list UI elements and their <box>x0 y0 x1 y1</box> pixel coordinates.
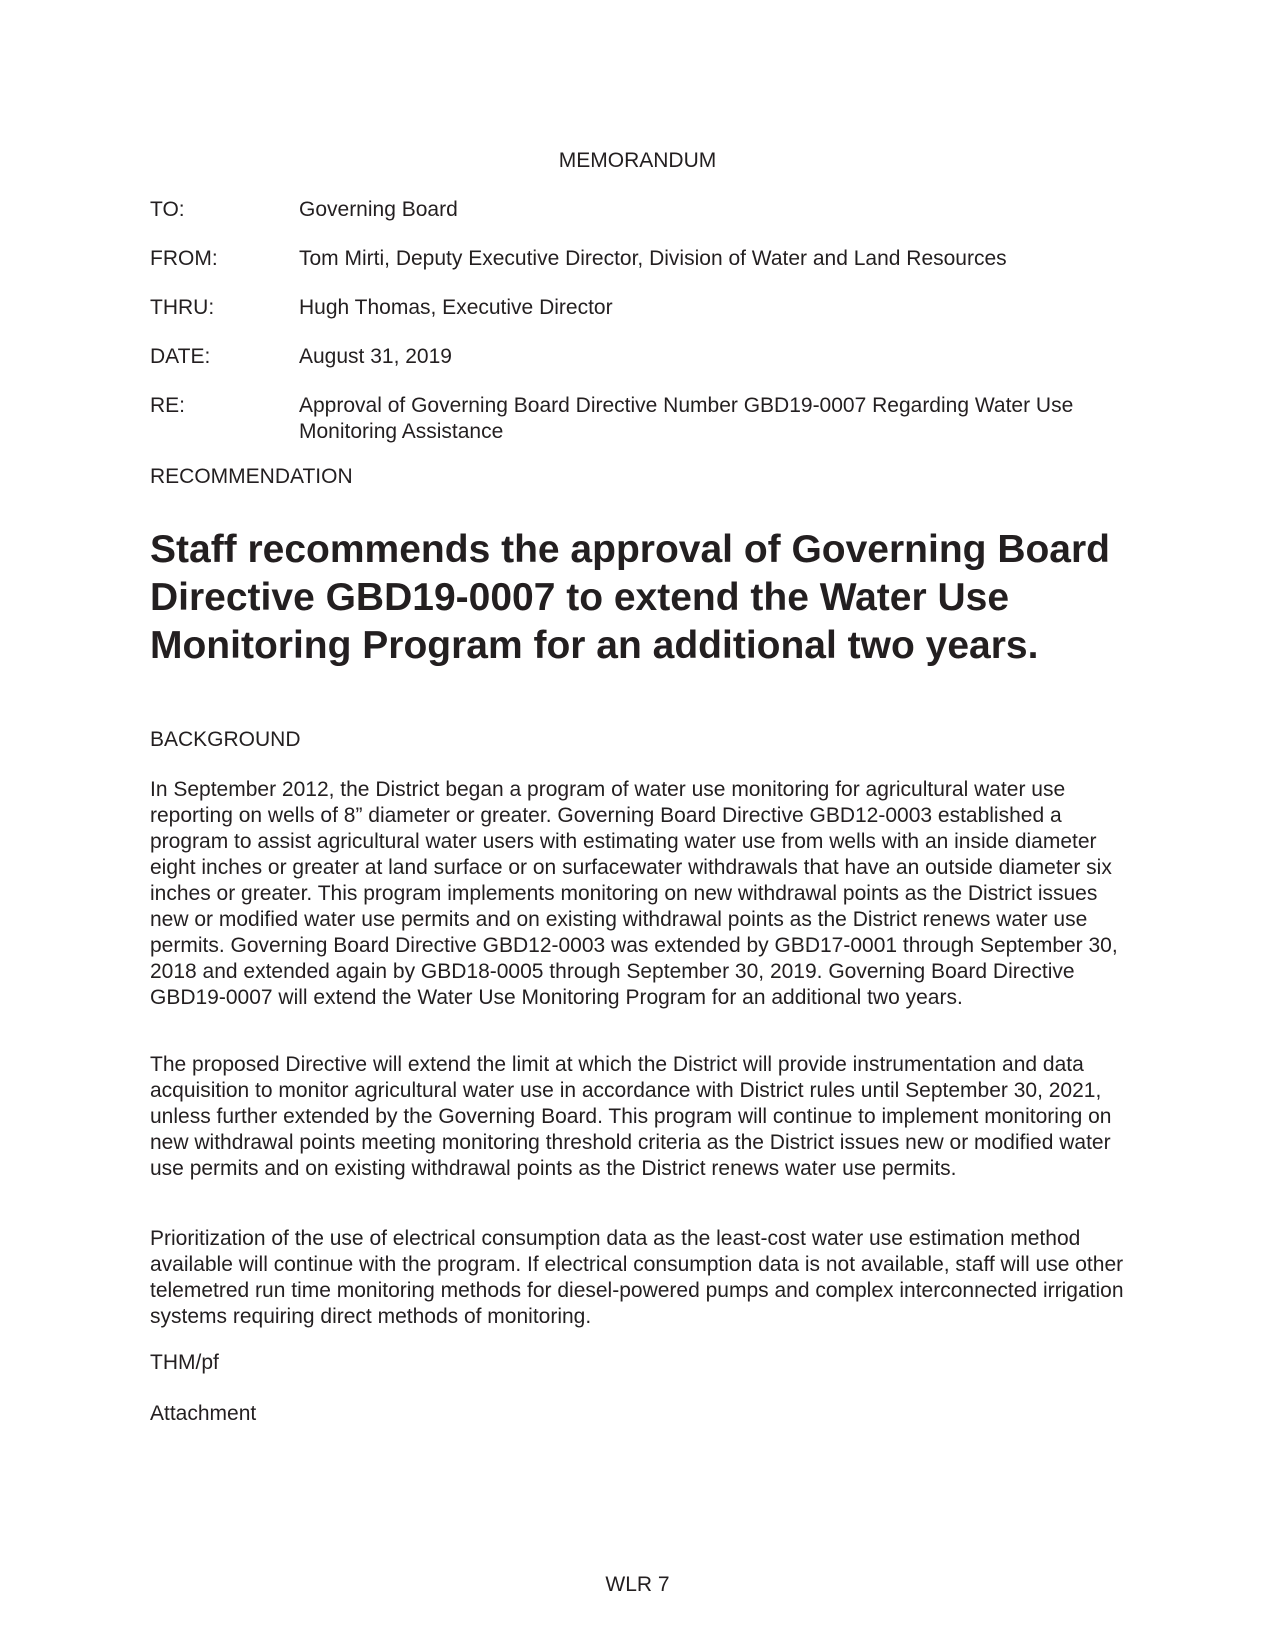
from-label: FROM: <box>150 247 218 270</box>
re-label: RE: <box>150 394 186 417</box>
thru-value: Hugh Thomas, Executive Director <box>299 296 613 319</box>
background-paragraph-2: The proposed Directive will extend the limit at which the District will provide instrumentation and data acquisition to monitor agricultural water use in accordance with District rules until September 30, 2021, unless further extended by the Governing Board. This program will continue to implement monitoring on new withdrawal points meeting monitoring threshold criteria as the District issues new or modified water use permits and on existing withdrawal points as the District renews water use permits. <box>150 1053 1112 1180</box>
memo-title: MEMORANDUM <box>558 149 717 172</box>
recommendation-statement: Staff recommends the approval of Governing Board Directive GBD19-0007 to extend the Water Use Monitoring Program for an additional two years. <box>150 528 1110 667</box>
re-value: Approval of Governing Board Directive Number GBD19-0007 Regarding Water Use Monitoring Assistance <box>299 394 1074 443</box>
to-value: Governing Board <box>299 198 458 221</box>
attachment-note: Attachment <box>150 1402 257 1425</box>
date-value: August 31, 2019 <box>299 345 452 368</box>
background-paragraph-1: In September 2012, the District began a program of water use monitoring for agricultural water use reporting on wells of 8” diameter or greater. Governing Board Directive GBD12-0003 established a program to assist agricultural water users with estimating water use from wells with an inside diameter eight inches or greater at land surface or on surfacewater withdrawals that have an outside diameter six inches or greater. This program implements monitoring on new withdrawal points as the District issues new or modified water use permits and on existing withdrawal points as the District renews water use permits. Governing Board Directive GBD12-0003 was extended by GBD17-0001 through September 30, 2018 and extended again by GBD18-0005 through September 30, 2019. Governing Board Directive GBD19-0007 will extend the Water Use Monitoring Program for an additional two years. <box>150 778 1118 1009</box>
thru-label: THRU: <box>150 296 215 319</box>
from-value: Tom Mirti, Deputy Executive Director, Division of Water and Land Resources <box>299 247 1007 270</box>
background-paragraph-3: Prioritization of the use of electrical consumption data as the least-cost water use estimation method available will continue with the program. If electrical consumption data is not available, staff will use other telemetred run time monitoring methods for diesel-powered pumps and complex interconnected irrigation systems requiring direct methods of monitoring. <box>150 1227 1124 1328</box>
date-label: DATE: <box>150 345 211 368</box>
to-label: TO: <box>150 198 185 221</box>
author-initials: THM/pf <box>150 1351 219 1374</box>
recommendation-heading: RECOMMENDATION <box>150 465 353 488</box>
page-number: WLR 7 <box>605 1573 670 1596</box>
background-heading: BACKGROUND <box>150 728 301 751</box>
